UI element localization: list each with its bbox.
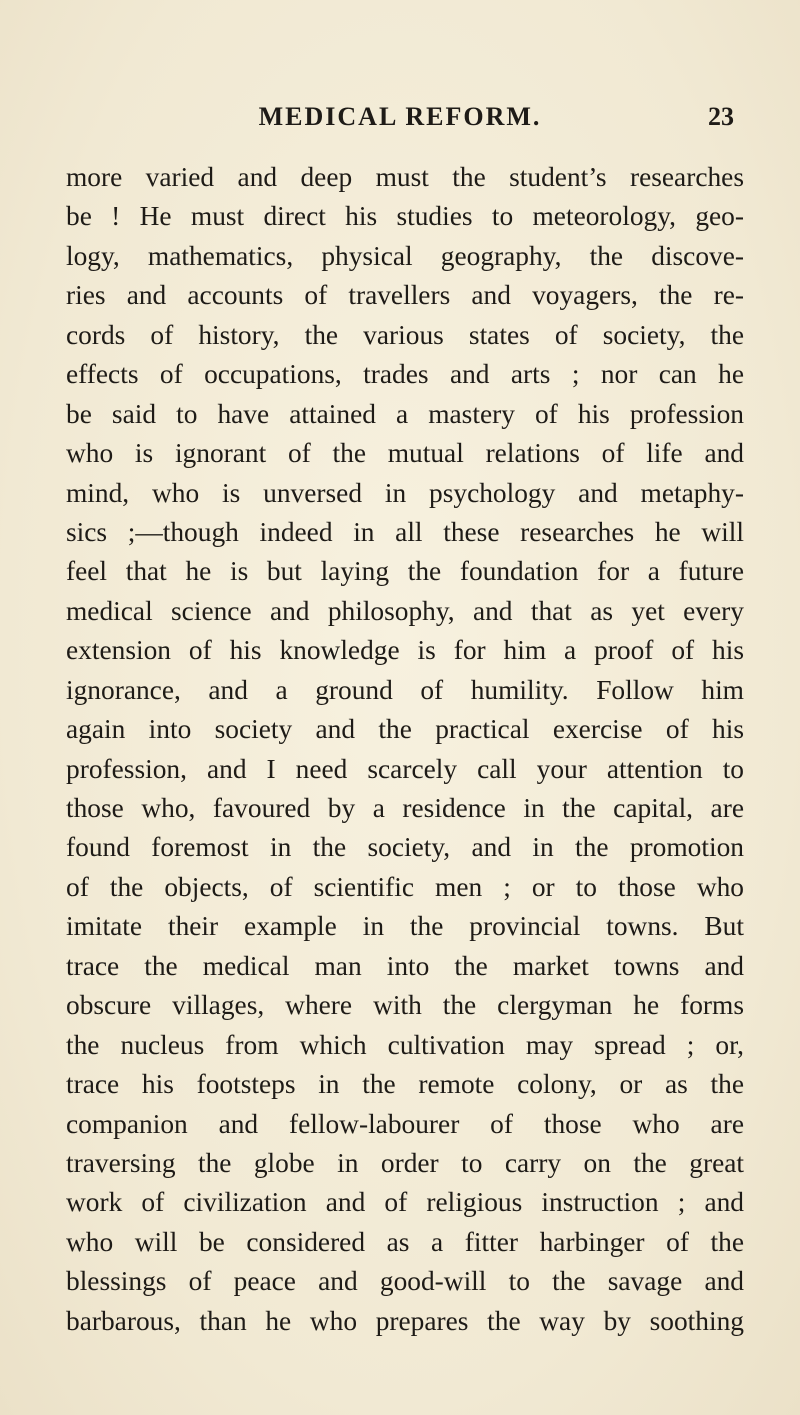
text-line: logy, mathematics, physical geography, the discove- — [66, 240, 744, 271]
text-line: feel that he is but laying the foundation for a future — [66, 556, 744, 587]
text-line: blessings of peace and good-will to the savage and — [66, 1266, 744, 1297]
text-line: of the objects, of scientific men ; or to those who — [66, 871, 744, 902]
text-line: again into society and the practical exercise of his — [66, 714, 744, 745]
body-text — [66, 158, 744, 1341]
text-line: companion and fellow-labourer of those who are — [66, 1108, 744, 1139]
text-line: ries and accounts of travellers and voyagers, the re- — [66, 280, 744, 311]
text-line: effects of occupations, trades and arts ; nor can he — [66, 359, 744, 390]
running-head: MEDICAL REFORM. — [258, 102, 542, 131]
text-line: found foremost in the society, and in the promotion — [66, 832, 744, 863]
text-line: mind, who is unversed in psychology and metaphy- — [66, 477, 744, 508]
text-line: ignorance, and a ground of humility. Follow him — [66, 674, 744, 705]
text-line: obscure villages, where with the clergyman he forms — [66, 990, 744, 1021]
text-line: who will be considered as a fitter harbinger of the — [66, 1226, 744, 1257]
text-line: be ! He must direct his studies to meteorology, geo- — [66, 201, 744, 232]
text-line: barbarous, than he who prepares the way by soothing — [66, 1305, 744, 1336]
text-line: be said to have attained a mastery of his profession — [66, 398, 744, 429]
page-header — [0, 102, 800, 142]
text-line: trace his footsteps in the remote colony, or as the — [66, 1069, 744, 1100]
text-line: cords of history, the various states of society, the — [66, 319, 744, 350]
text-line: sics ;—though indeed in all these researches he will — [66, 516, 744, 547]
text-line: imitate their example in the provincial towns. But — [66, 911, 744, 942]
page-number: 23 — [708, 102, 734, 131]
text-line: profession, and I need scarcely call your attention to — [66, 753, 744, 784]
text-line: the nucleus from which cultivation may spread ; or, — [66, 1029, 744, 1060]
text-line: work of civilization and of religious instruction ; and — [66, 1187, 744, 1218]
text-line: medical science and philosophy, and that as yet every — [66, 595, 744, 626]
text-line: extension of his knowledge is for him a proof of his — [66, 635, 744, 666]
text-line: those who, favoured by a residence in the capital, are — [66, 793, 744, 823]
text-line: who is ignorant of the mutual relations of life and — [66, 438, 744, 469]
text-line: more varied and deep must the student’s researches — [66, 162, 744, 192]
text-line: trace the medical man into the market towns and — [66, 950, 744, 981]
text-line: traversing the globe in order to carry on the great — [66, 1147, 744, 1178]
